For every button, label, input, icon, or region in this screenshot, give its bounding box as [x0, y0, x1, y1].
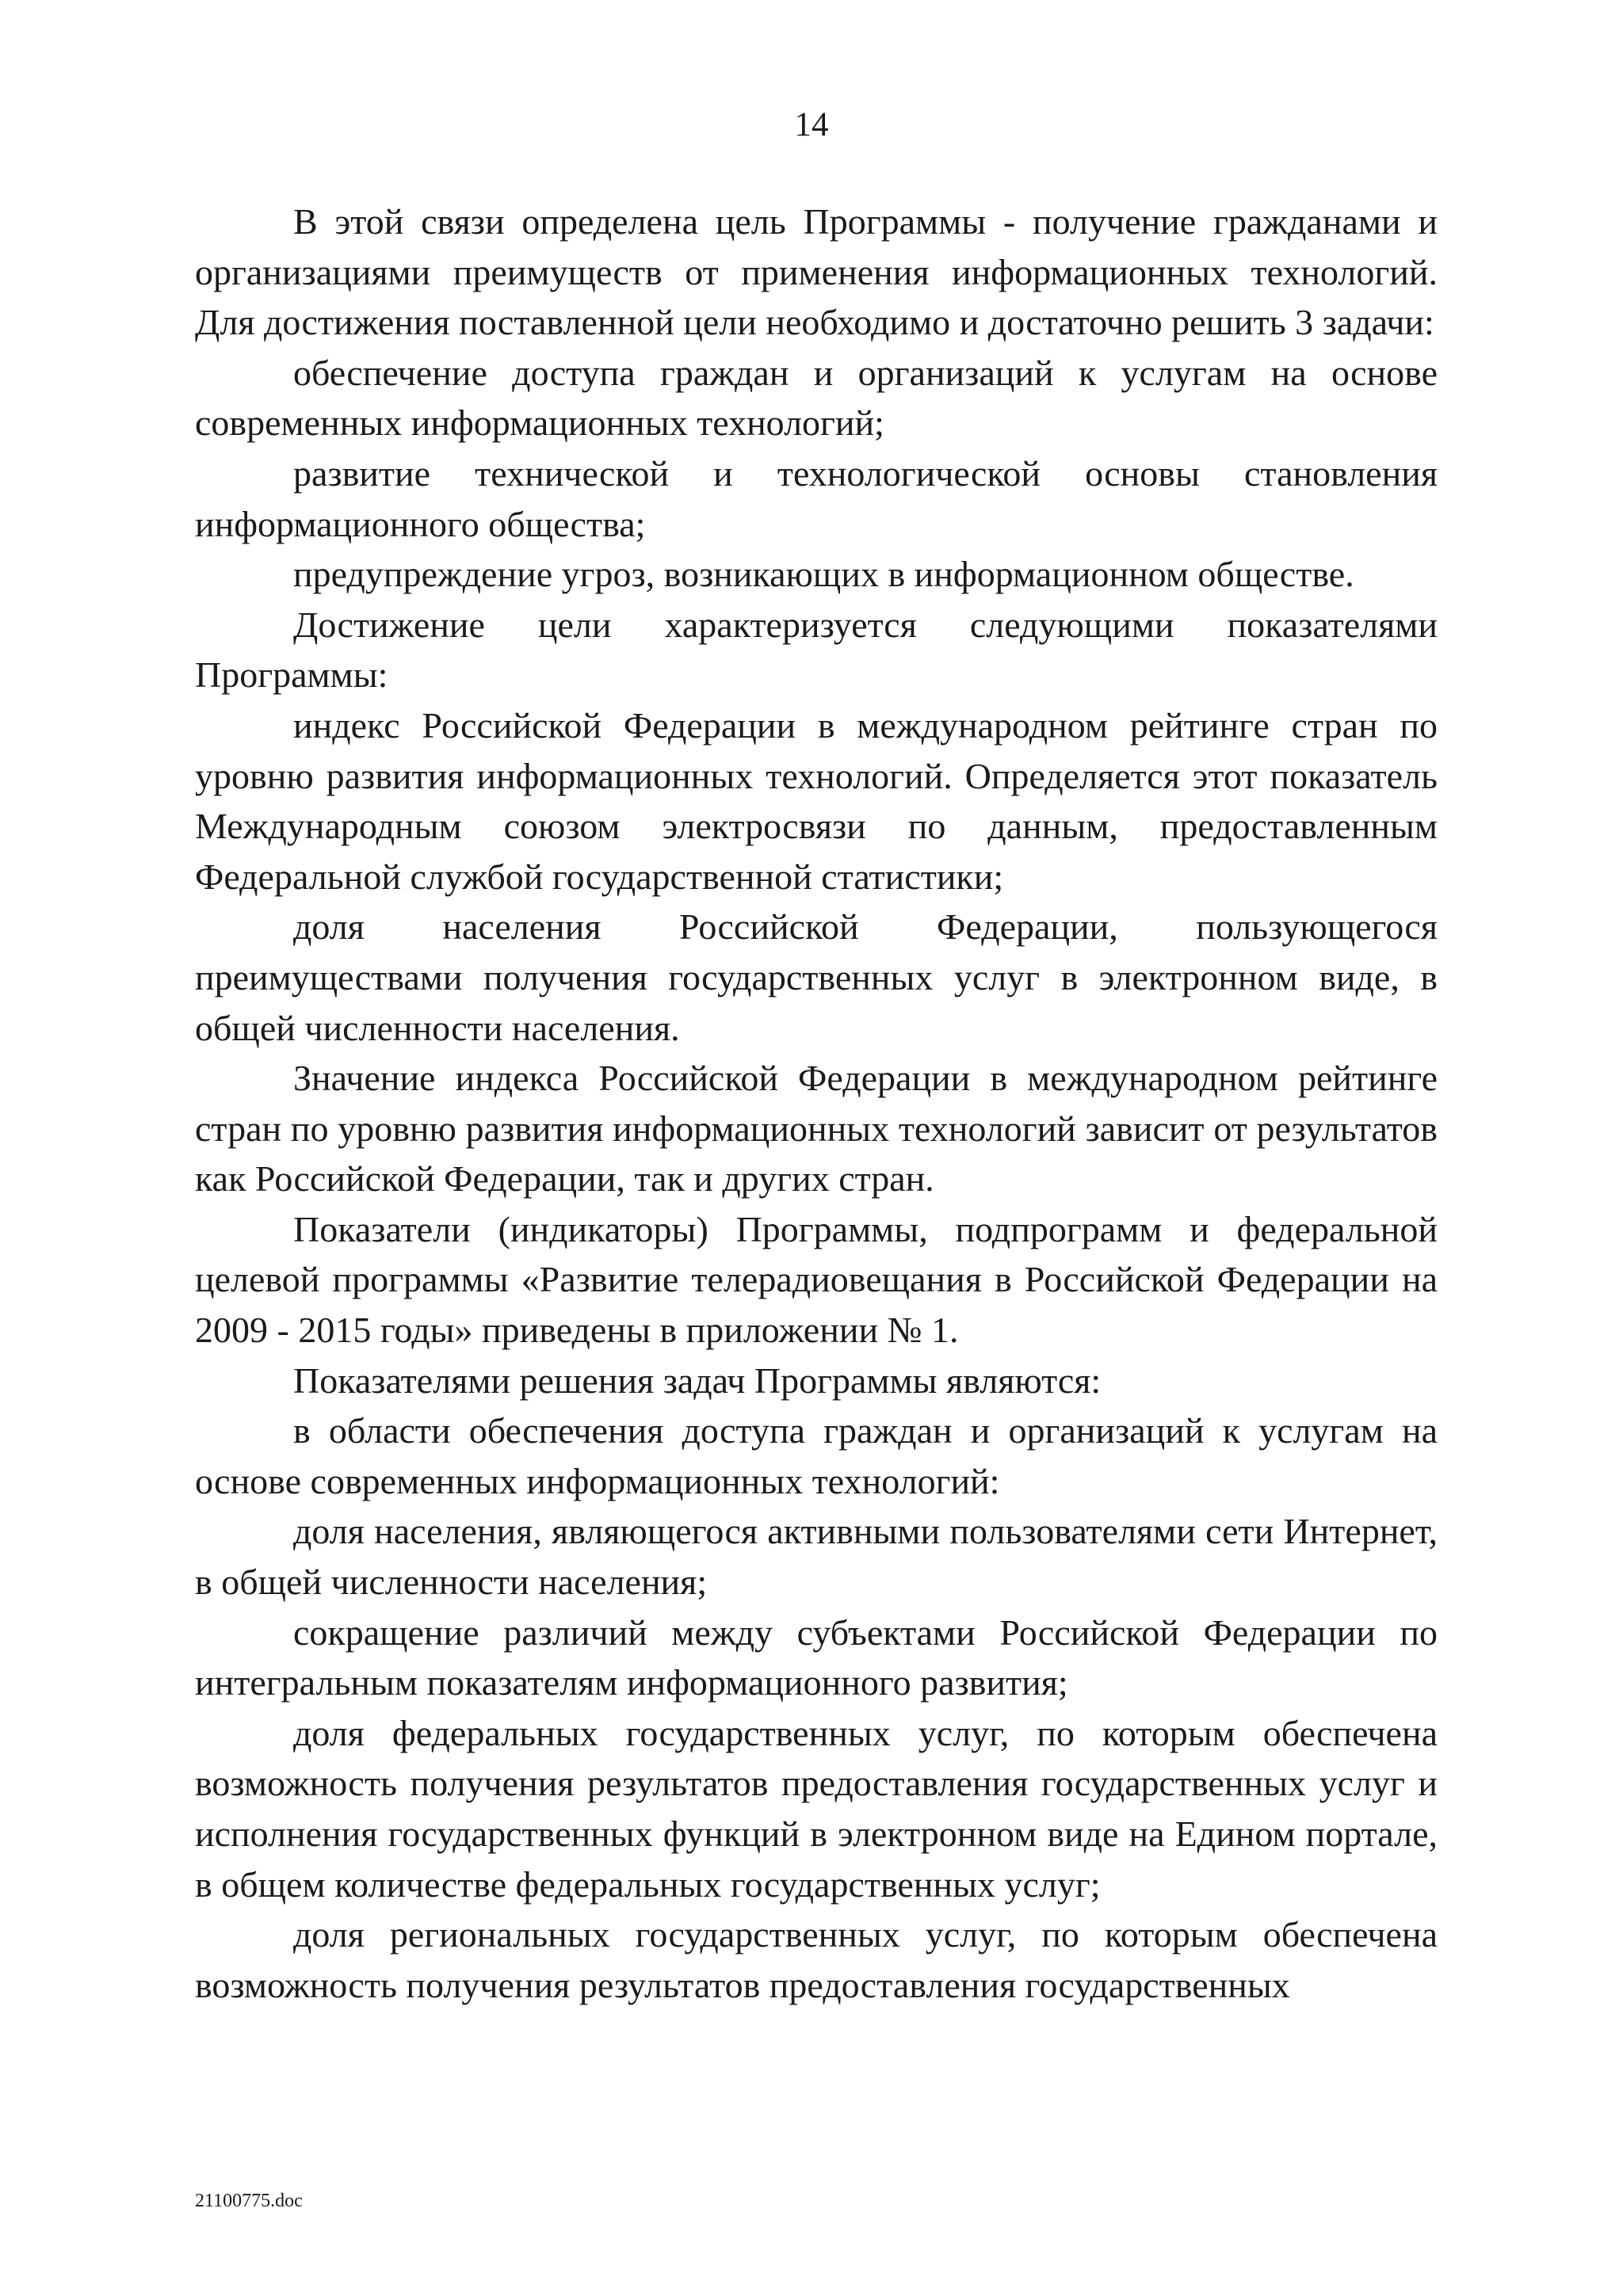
paragraph: доля населения Российской Федерации, пользующегося преимуществами получения государственных услуг в электронном виде, в общей численности населения.: [195, 906, 1438, 1048]
paragraph: предупреждение угроз, возникающих в информационном обществе.: [293, 554, 1354, 595]
body-text: [195, 196, 1438, 2010]
paragraph: сокращение различий между субъектами Российской Федерации по интегральным показателям информационного развития;: [195, 1611, 1438, 1703]
paragraph: В этой связи определена цель Программы - получение гражданами и организациями преимуществ от применения информационных технологий. Для достижения поставленной цели необходимо и достаточно решить 3 задачи:: [195, 201, 1438, 343]
paragraph: Показатели (индикаторы) Программы, подпрограмм и федеральной целевой программы «Развитие телерадиовещания в Российской Федерации на 2009 - 2015 годы» приведены в приложении № 1.: [195, 1208, 1438, 1351]
page-number: 14: [794, 106, 829, 143]
paragraph: развитие технической и технологической основы становления информационного общества;: [195, 452, 1438, 544]
paragraph: в области обеспечения доступа граждан и организаций к услугам на основе современных информационных технологий:: [195, 1410, 1438, 1501]
footer-file-name: 21100775.doc: [195, 2191, 303, 2211]
paragraph: Достижение цели характеризуется следующими показателями Программы:: [195, 604, 1438, 696]
paragraph: Показателями решения задач Программы являются:: [293, 1360, 1102, 1401]
paragraph: доля населения, являющегося активными пользователями сети Интернет, в общей численности населения;: [195, 1511, 1438, 1603]
paragraph: Значение индекса Российской Федерации в международном рейтинге стран по уровню развития информационных технологий зависит от результатов как Российской Федерации, так и других стран.: [195, 1058, 1438, 1199]
paragraph: обеспечение доступа граждан и организаций к услугам на основе современных информационных технологий;: [195, 352, 1438, 444]
paragraph: индекс Российской Федерации в международном рейтинге стран по уровню развития информационных технологий. Определяется этот показатель Международным союзом электросвязи по данным, предоставленным Федеральной службой государственной статистики;: [195, 704, 1438, 897]
paragraph: доля федеральных государственных услуг, по которым обеспечена возможность получения результатов предоставления государственных услуг и исполнения государственных функций в электронном виде на Едином портале, в общем количестве федеральных государственных услуг;: [195, 1712, 1438, 1905]
paragraph: доля региональных государственных услуг, по которым обеспечена возможность получения результатов предоставления государственных: [195, 1914, 1438, 2005]
